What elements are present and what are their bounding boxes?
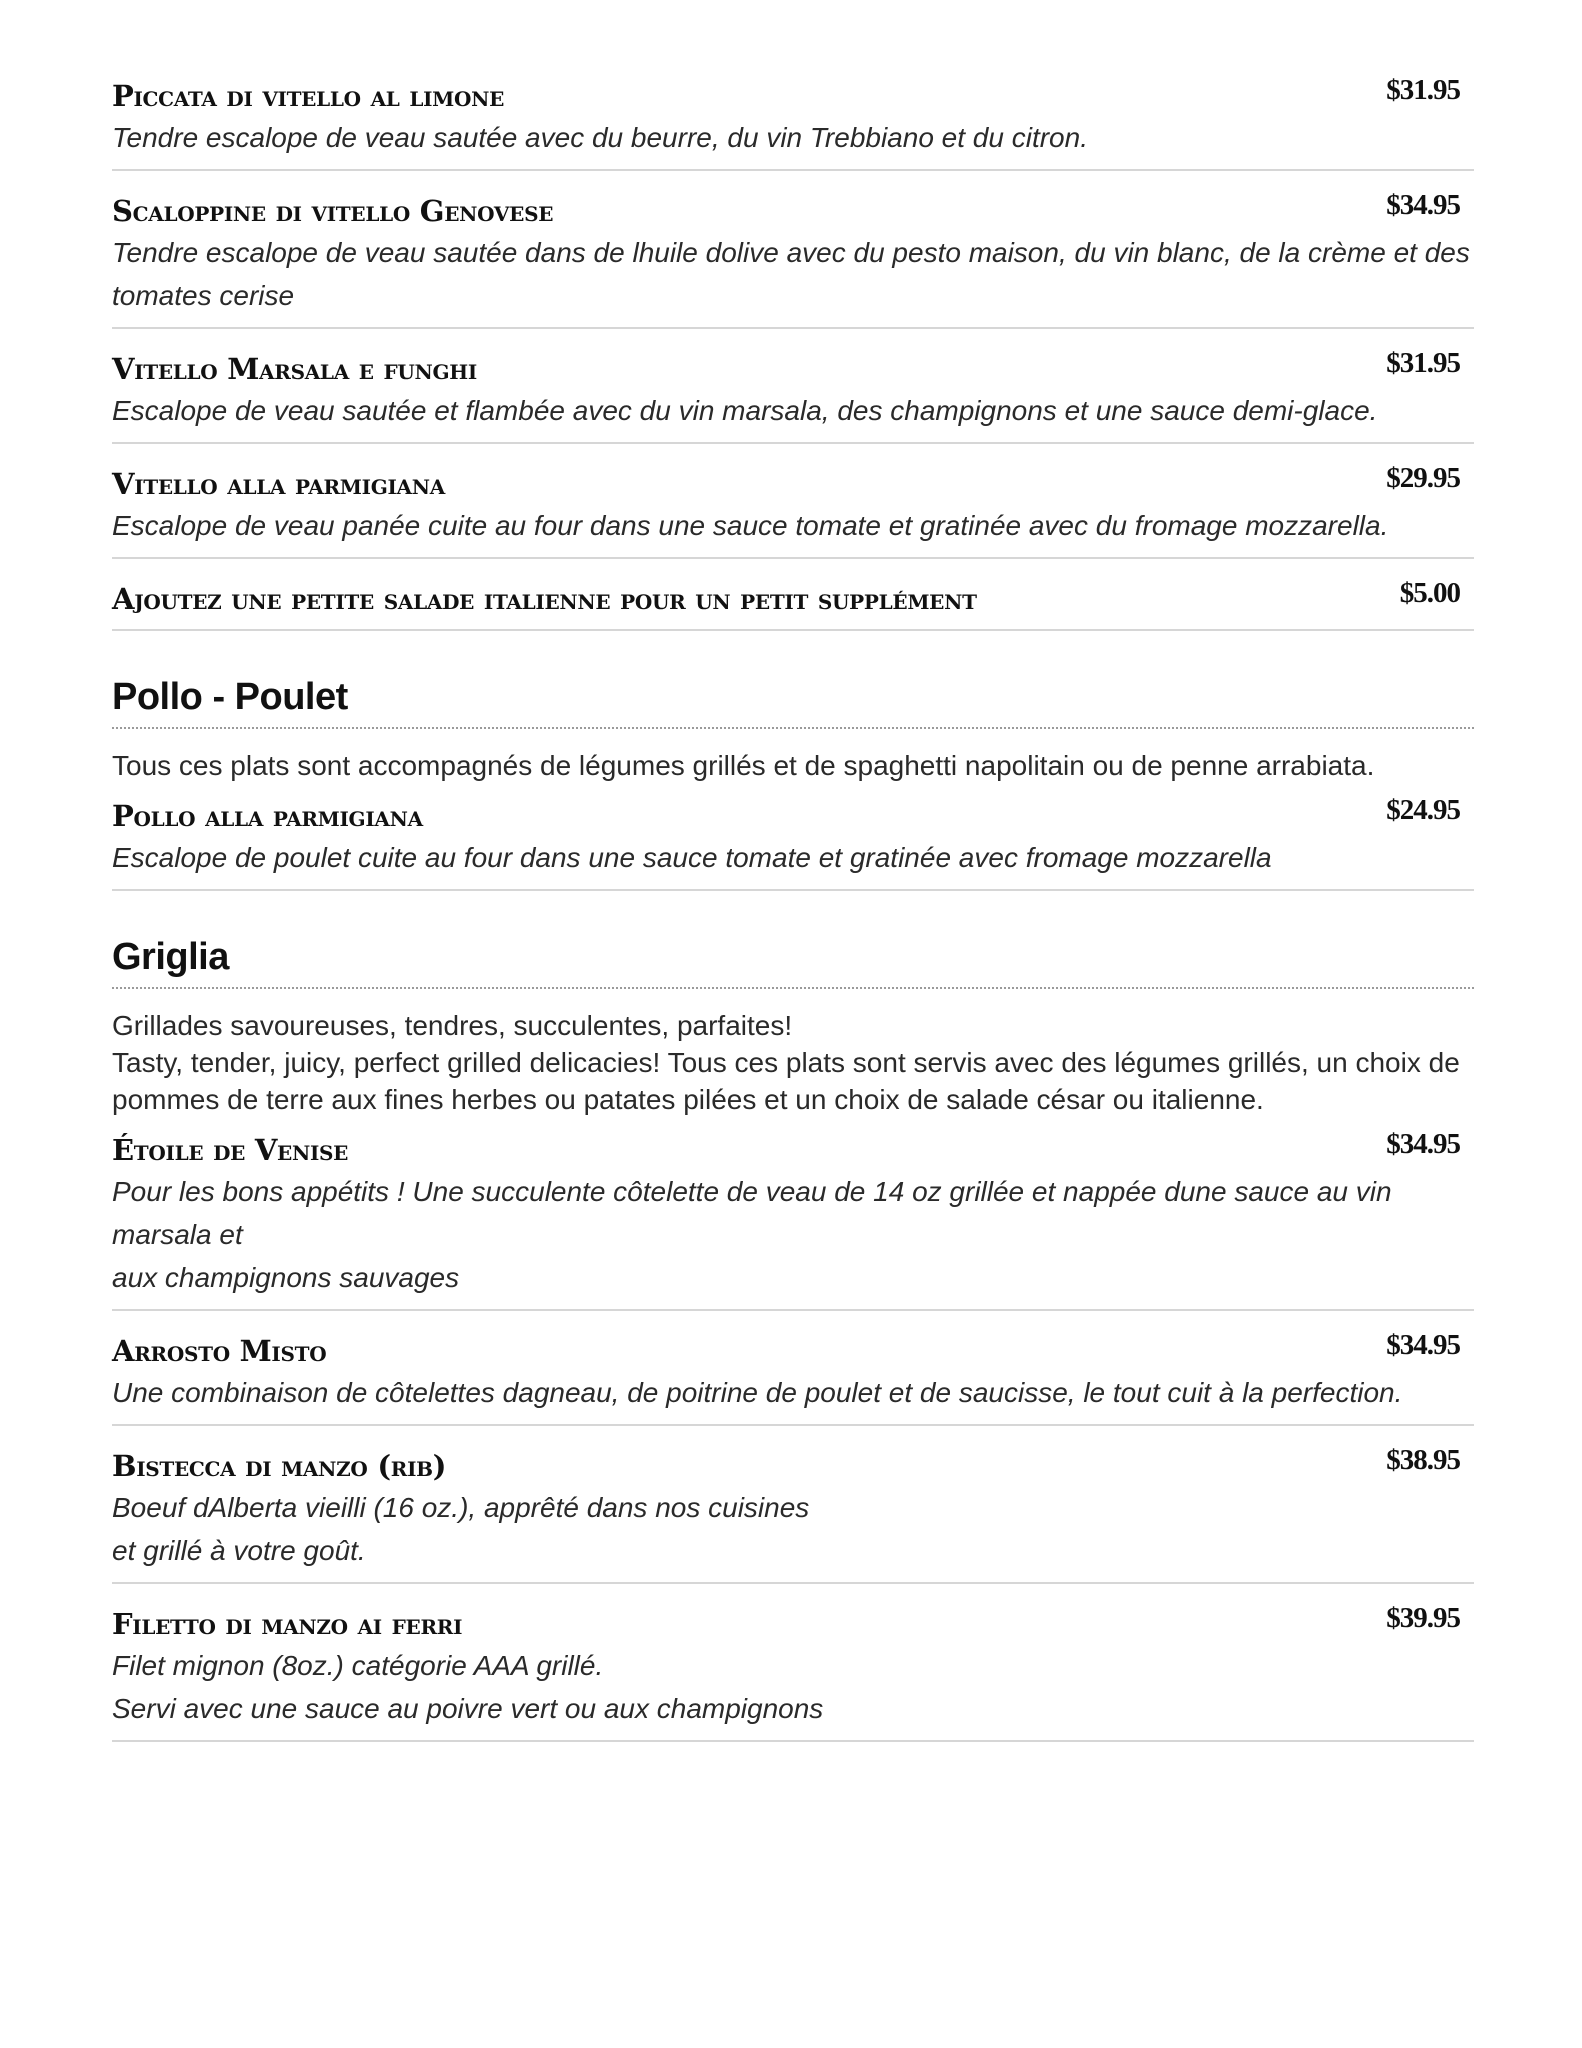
item-name: Ajoutez une petite salade italienne pour un petit supplément bbox=[112, 582, 977, 616]
item-name: Filetto di manzo ai ferri bbox=[112, 1607, 463, 1641]
item-name: Bistecca di manzo (rib) bbox=[112, 1449, 447, 1483]
item-description: Filet mignon (8oz.) catégorie AAA grillé. Servi avec une sauce au poivre vert ou aux champignons bbox=[112, 1650, 824, 1724]
section-intro: Tous ces plats sont accompagnés de légumes grillés et de spaghetti napolitain ou de penne arrabiata. bbox=[112, 750, 1375, 781]
item-price: $34.95 bbox=[1386, 189, 1460, 221]
item-description: Boeuf dAlberta vieilli (16 oz.), apprêté dans nos cuisines et grillé à votre goût. bbox=[112, 1492, 810, 1566]
section-pollo bbox=[112, 675, 1474, 891]
item-name: Vitello alla parmigiana bbox=[112, 467, 445, 501]
menu-item bbox=[112, 72, 1474, 171]
item-name: Pollo alla parmigiana bbox=[112, 799, 423, 833]
menu-item-supplement bbox=[112, 575, 1474, 631]
menu-item bbox=[112, 1126, 1474, 1311]
item-description: Tendre escalope de veau sautée avec du beurre, du vin Trebbiano et du citron. bbox=[112, 122, 1088, 153]
item-price: $5.00 bbox=[1399, 577, 1460, 609]
item-name: Scaloppine di vitello Genovese bbox=[112, 194, 554, 228]
item-name: Vitello Marsala e funghi bbox=[112, 352, 477, 386]
menu-item bbox=[112, 187, 1474, 329]
item-price: $31.95 bbox=[1386, 347, 1460, 379]
veal-list bbox=[112, 72, 1474, 631]
item-description: Tendre escalope de veau sautée dans de lhuile dolive avec du pesto maison, du vin blanc, de la crème et des tomates cerise bbox=[112, 237, 1470, 311]
item-price: $39.95 bbox=[1386, 1602, 1460, 1634]
item-price: $31.95 bbox=[1386, 74, 1460, 106]
item-price: $34.95 bbox=[1386, 1128, 1460, 1160]
item-price: $29.95 bbox=[1386, 462, 1460, 494]
item-price: $38.95 bbox=[1386, 1444, 1460, 1476]
menu-page bbox=[112, 72, 1474, 1758]
menu-item bbox=[112, 1600, 1474, 1742]
menu-item bbox=[112, 460, 1474, 559]
item-name: Étoile de Venise bbox=[112, 1133, 349, 1167]
menu-item bbox=[112, 1327, 1474, 1426]
item-description: Escalope de veau panée cuite au four dans une sauce tomate et gratinée avec du fromage mozzarella. bbox=[112, 510, 1389, 541]
item-description: Escalope de veau sautée et flambée avec du vin marsala, des champignons et une sauce demi-glace. bbox=[112, 395, 1378, 426]
section-griglia bbox=[112, 935, 1474, 1742]
item-name: Arrosto Misto bbox=[112, 1334, 327, 1368]
section-title: Griglia bbox=[112, 935, 1474, 989]
section-intro: Grillades savoureuses, tendres, succulentes, parfaites! Tasty, tender, juicy, perfect grilled delicacies! Tous ces plats sont servis avec des légumes grillés, un choix de pommes de terre aux fines herbes ou patates pilées et un choix de salade césar ou italienne. bbox=[112, 1010, 1460, 1115]
section-title: Pollo - Poulet bbox=[112, 675, 1474, 729]
menu-item bbox=[112, 345, 1474, 444]
menu-item bbox=[112, 1442, 1474, 1584]
item-price: $34.95 bbox=[1386, 1329, 1460, 1361]
item-name: Piccata di vitello al limone bbox=[112, 79, 505, 113]
item-description: Une combinaison de côtelettes dagneau, de poitrine de poulet et de saucisse, le tout cuit à la perfection. bbox=[112, 1377, 1403, 1408]
item-description: Escalope de poulet cuite au four dans une sauce tomate et gratinée avec fromage mozzarella bbox=[112, 842, 1272, 873]
item-description: Pour les bons appétits ! Une succulente côtelette de veau de 14 oz grillée et nappée dune sauce au vin marsala et aux champignons sauvages bbox=[112, 1176, 1392, 1293]
item-price: $24.95 bbox=[1386, 794, 1460, 826]
menu-item bbox=[112, 792, 1474, 891]
